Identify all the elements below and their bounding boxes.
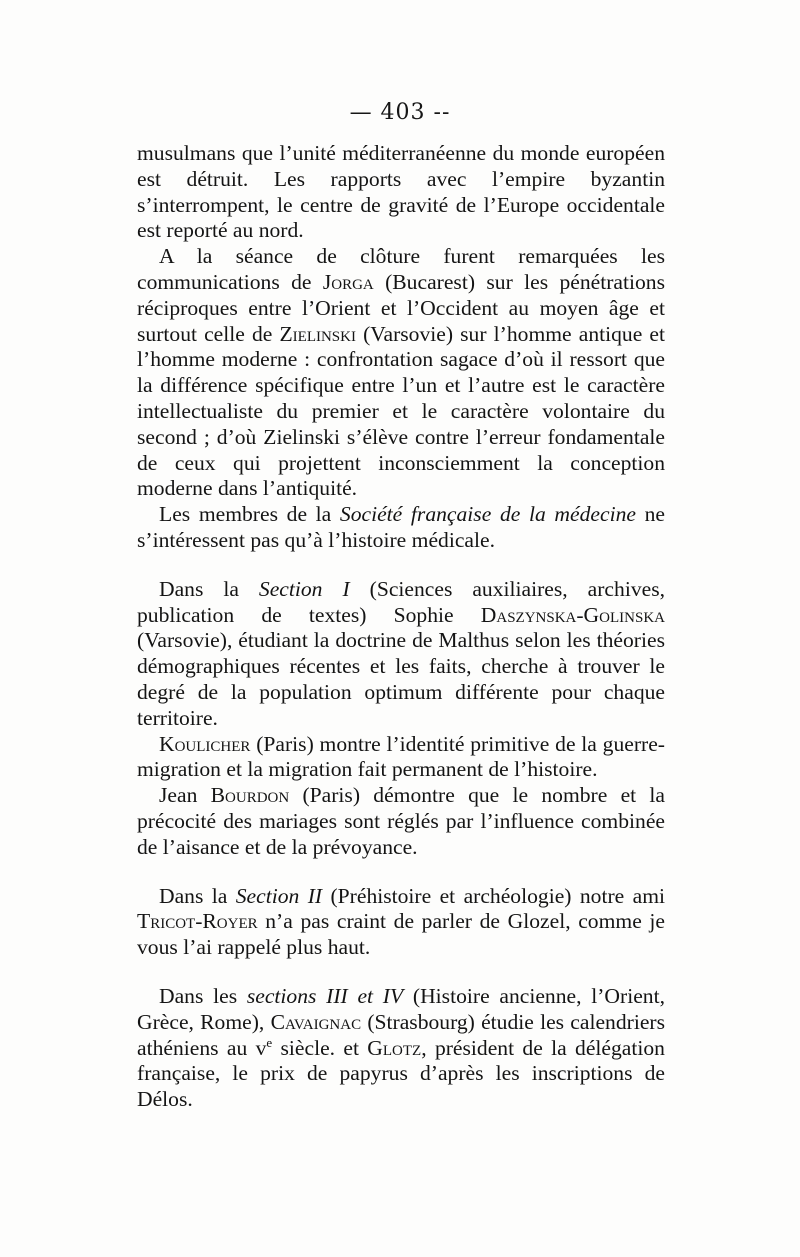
author-name-glotz: Glotz (367, 1035, 422, 1060)
p7-text-b: (Préhistoire et archéologie) notre ami (322, 883, 665, 908)
paragraph-7 (137, 884, 665, 961)
p7-text-a: Dans la (159, 883, 236, 908)
paragraph-6 (137, 783, 665, 860)
p8-text-a: Dans les (159, 983, 247, 1008)
paragraph-8 (137, 984, 665, 1113)
page-number: — 403 -- (349, 100, 451, 125)
section-title: Section I (258, 576, 350, 601)
p1-text: musulmans que l’unité méditerranéenne du monde européen est détruit. Les rapports avec l’empire byzantin s’interrompent, le centre de gravité de l’Europe occidentale est reporté au nord. (137, 141, 665, 243)
author-name-daszynska: Daszynska-Golinska (480, 602, 665, 627)
p7-text-c: n’a pas craint de parler de Glozel, comme je vous l’ai rappelé plus haut. (137, 909, 665, 960)
author-name-koulicher: Koulicher (159, 731, 251, 756)
section-gap (137, 961, 665, 984)
section-title: Section II (235, 883, 323, 908)
p3-text-a: Les membres de la (159, 502, 340, 527)
author-name-bourdon: Bourdon (210, 783, 290, 808)
p2-text-b: (Bucarest) sur les pénétrations réciproques entre l’Orient et l’Occident au moyen âge et surtout celle de (137, 269, 665, 346)
author-name-tricot-royer: Tricot-Royer (137, 909, 258, 934)
paragraph-3 (137, 502, 665, 554)
p4-text-a: Dans la (159, 576, 259, 601)
paragraph-5 (137, 732, 665, 784)
p8-text-e: , président de la délégation française, le prix de papyrus d’après les inscriptions de Délos. (137, 1035, 665, 1112)
section-title: sections III et IV (246, 983, 404, 1008)
society-title: Société française de la médecine (339, 502, 636, 527)
p2-text-a: A la séance de clôture furent remarquées les communications de (137, 244, 665, 294)
p4-text-c: (Varsovie), étudiant la doctrine de Malthus selon les théories démographiques récentes et les faits, cherche à trouver le degré de la population optimum différente pour chaque territoire. (137, 628, 665, 730)
section-gap (137, 554, 665, 577)
p6-text-a: Jean (159, 783, 211, 808)
p4-text-b: (Sciences auxiliaires, archives, publication de textes) Sophie (137, 576, 665, 627)
section-gap (137, 861, 665, 884)
p8-text-c: (Strasbourg) étudie les calendriers athéniens au v (137, 1009, 666, 1060)
p3-text-b: ne s’intéressent pas qu’à l’histoire médicale. (137, 502, 666, 552)
p2-text-c: (Varsovie) sur l’homme antique et l’homme moderne : confrontation sagace d’où il ressort que la différence spécifique entre l’un et l’autre est le caractère intellectualiste du premier et le caractère volontaire du second ; d’où Zielinski s’élève contre l’erreur fondamentale de ceux qui projettent inconsciemment la conception moderne dans l’antiquité. (137, 321, 665, 501)
paragraph-1 (137, 141, 665, 244)
author-name-cavaignac: Cavaignac (270, 1009, 362, 1034)
paragraph-2 (137, 244, 665, 502)
p6-text-b: (Paris) démontre que le nombre et la précocité des mariages sont réglés par l’influence combinée de l’aisance et de la prévoyance. (137, 783, 665, 859)
century-superscript: e (266, 1034, 273, 1050)
author-name-jorga: Jorga (322, 269, 374, 294)
paragraph-4 (137, 577, 665, 732)
p8-text-d: siècle. et (272, 1035, 368, 1060)
p8-text-b: (Histoire ancienne, l’Orient, Grèce, Rome), (137, 983, 665, 1034)
text-column (137, 141, 665, 1113)
author-name-zielinski: Zielinski (279, 321, 356, 346)
p5-text-a: (Paris) montre l’identité primitive de la guerre-migration et la migration fait permanent de l’histoire. (137, 731, 665, 782)
